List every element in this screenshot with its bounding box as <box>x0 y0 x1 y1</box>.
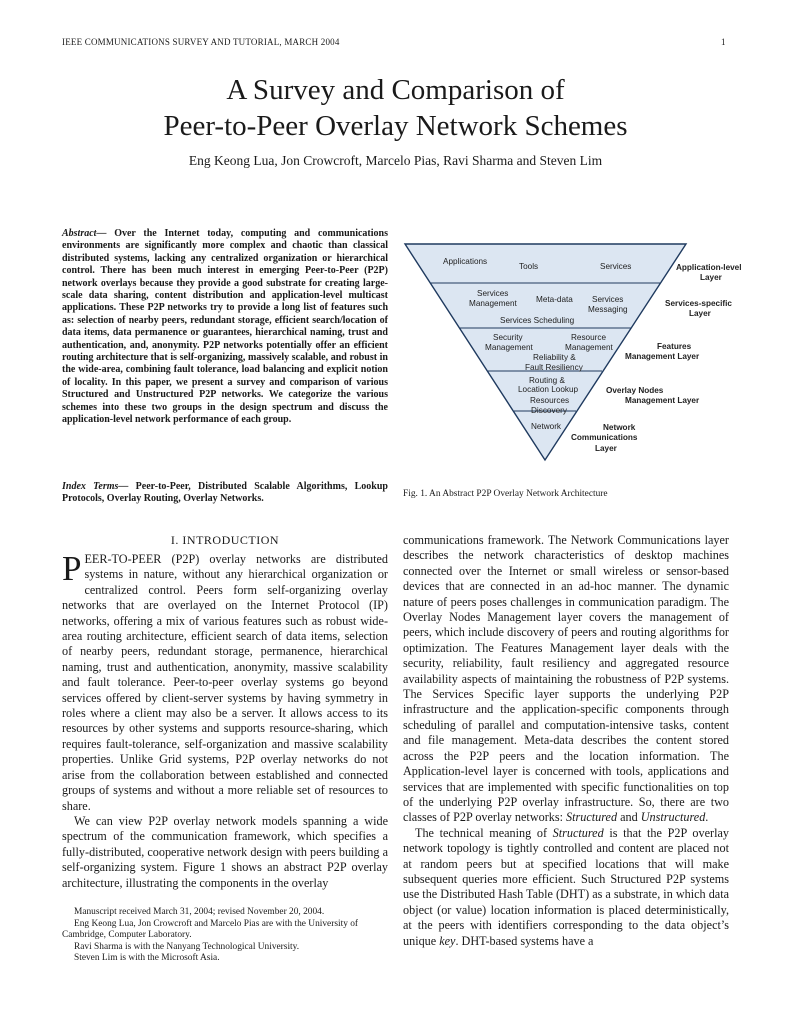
label-reliability: Reliability & <box>533 353 576 362</box>
footnote: Steven Lim is with the Microsoft Asia. <box>74 953 220 964</box>
layer-label-overlay: Overlay Nodes <box>606 386 664 395</box>
paragraph-text: . DHT-based systems have a <box>455 933 594 948</box>
layer-label-application: Application-level <box>676 263 742 272</box>
label-resources-discovery: Resources <box>530 396 570 405</box>
label-services-messaging: Messaging <box>588 305 628 314</box>
label-resource-management: Management <box>565 343 613 352</box>
label-reliability: Fault Resiliency <box>525 363 583 372</box>
label-resource-management: Resource <box>571 333 607 342</box>
layer-label-network: Network <box>603 423 636 432</box>
section-heading: I. INTRODUCTION <box>170 533 280 547</box>
label-security-management: Management <box>485 343 533 352</box>
conjunction: and <box>617 810 641 825</box>
term-key: key <box>439 933 456 948</box>
label-meta-data: Meta-data <box>536 295 573 304</box>
footnote: Manuscript received March 31, 2004; revised November 20, 2004. <box>74 907 325 917</box>
paragraph-text: communications framework. The Network Communications layer describes the network characteristics of desktop machines connected over the Internet or small wireless or sensor-based devices that are connected in an ad-hoc manner. The dynamic nature of peers poses challenges in communication paradigm. The Overlay Nodes Management layer covers the management of peers, which include discovery of peers and routing algorithms for optimization. The Features Management layer deals with the security, reliability, fault resiliency and aggregated resource availability aspects of maintaining the robustness of P2P systems. The Services Specific layer supports the underlying P2P infrastructure and the application-specific components through scheduling of parallel and computation-intensive tasks, content and file management. Meta-data describes the content stored across the P2P peers and the location information. The Application-level layer is concerned with tools, applications and services that are implemented with specific functionalities on top of the underlying P2P overlay infrastructure. So, there are two classes of P2P overlay networks: <box>403 533 729 825</box>
paragraph-text: The technical meaning of <box>415 825 553 840</box>
abstract-text: Over the Internet today, computing and communications environments are significantly more complex and chaotic than classical distributed systems, lacking any centralized organization or hierarchical control. There has been much interest in emerging Peer-to-Peer (P2P) network overlays because they provide a good substrate for creating large-scale data sharing, content distribution and application-level multicast applications. These P2P networks try to provide a long list of features such as: selection of nearby peers, redundant storage, efficient search/location of data items, data permanence or guarantees, hierarchical naming, trust and authentication, and, anonymity. P2P networks potentially offer an efficient routing architecture that is self-organizing, massively scalable, and robust in the wide-area, combining fault tolerance, load balancing and explicit notion of locality. In this paper, we present a survey and comparison of various Structured and Unstructured P2P networks. We categorize the various schemes into these two groups in the design spectrum and discuss the application-level network performance of each group. <box>62 228 388 426</box>
footnotes <box>62 907 388 965</box>
layer-label-network: Layer <box>595 444 617 453</box>
label-services-scheduling: Services Scheduling <box>500 316 575 325</box>
figure-caption: Fig. 1. An Abstract P2P Overlay Network Architecture <box>403 489 608 499</box>
term-unstructured: Unstructured <box>640 810 706 825</box>
layer-label-services-specific: Services-specific <box>665 299 732 308</box>
paragraph-text: is that the P2P overlay network topology is tightly controlled and content are placed not at random peers but at specified locations that will make subsequent queries more efficient. Such Structured P2P systems use the Distributed Hash Table (DHT) as a substrate, in which data object (or value) location information is placed deterministically, at the peers with identifiers corresponding to the data object’s unique <box>403 825 729 948</box>
intro-paragraph-1 <box>62 549 388 814</box>
period: . <box>705 810 709 825</box>
layer-label-features: Management Layer <box>625 352 700 361</box>
abstract-lead: Abstract— <box>62 228 107 239</box>
label-routing: Location Lookup <box>518 385 579 394</box>
body-paragraph <box>403 826 729 949</box>
label-tools: Tools <box>519 262 539 271</box>
label-resources-discovery: Discovery <box>531 406 567 415</box>
label-services-management: Services <box>477 289 509 298</box>
title-line-2: Peer-to-Peer Overlay Network Schemes <box>163 110 628 142</box>
body-paragraph <box>403 533 729 826</box>
footnote: Ravi Sharma is with the Nanyang Technological University. <box>74 941 300 952</box>
footnote: Eng Keong Lua, Jon Crowcroft and Marcelo Pias are with the University of Cambridge, Computer Laboratory. <box>62 918 359 941</box>
term-structured: Structured <box>552 825 604 840</box>
layer-label-features: Features <box>657 342 692 351</box>
intro-paragraph-1-text: EER-TO-PEER (P2P) overlay networks are distributed systems in nature, without any hierarchical organization or centralized control. Peers form self-organizing overlay networks that are overlayed on the Internet Protocol (IP) networks, offering a mix of various features such as robust wide-area routing architecture, efficient search of data items, selection of nearby peers, redundant storage, permanence, hierarchical naming, trust and authentication, anonymity, massive scalability and fault tolerance. Peer-to-peer overlay systems go beyond services offered by client-server systems by having symmetry in roles where a client may also be a server. It allows access to its resources by other systems and supports resource-sharing, which requires fault-tolerance, self-organization and massive scalability properties. Unlike Grid systems, P2P overlay networks do not arise from the collaboration between established and connected groups of systems and without a more reliable set of resources to share. <box>62 552 388 813</box>
term-structured: Structured <box>566 810 618 825</box>
index-terms-text: Peer-to-Peer, Distributed Scalable Algorithms, Lookup Protocols, Overlay Routing, Overlay Networks. <box>62 481 388 505</box>
layer-label-network: Communications <box>571 433 638 442</box>
layer-label-services-specific: Layer <box>689 309 711 318</box>
abstract <box>62 228 388 427</box>
label-applications: Applications <box>443 257 488 266</box>
label-services-management: Management <box>469 299 517 308</box>
left-column-body <box>62 549 388 891</box>
architecture-figure <box>403 240 743 470</box>
label-services: Services <box>600 262 632 271</box>
layer-label-application: Layer <box>700 273 722 282</box>
label-services-messaging: Services <box>592 295 624 304</box>
author-list: Eng Keong Lua, Jon Crowcroft, Marcelo Pias, Ravi Sharma and Steven Lim <box>188 153 603 168</box>
label-routing: Routing & <box>529 376 565 385</box>
intro-paragraph-2: We can view P2P overlay network models spanning a wide spectrum of the communication framework, which specifies a fully-distributed, cooperative network design with peers building a self-organizing system. Figure 1 shows an abstract P2P overlay architecture, illustrating the components in the overlay <box>62 813 388 890</box>
layer-label-overlay: Management Layer <box>625 396 700 405</box>
page-number: 1 <box>721 37 726 47</box>
label-security-management: Security <box>493 333 523 342</box>
index-terms <box>62 481 388 506</box>
index-terms-lead: Index Terms— <box>62 481 129 492</box>
drop-cap: P <box>62 549 82 588</box>
right-column-body <box>403 533 729 949</box>
title-line-1: A Survey and Comparison of <box>226 74 565 106</box>
label-network: Network <box>531 422 562 431</box>
running-header: IEEE COMMUNICATIONS SURVEY AND TUTORIAL, MARCH 2004 <box>62 37 340 47</box>
